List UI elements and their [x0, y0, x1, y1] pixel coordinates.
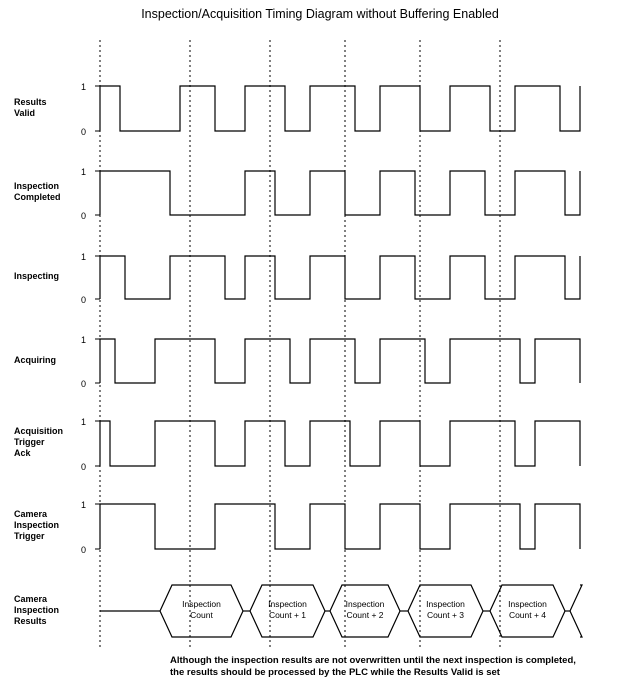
results-packet-label: Inspection [426, 599, 465, 609]
signal-label-inspection-completed [14, 181, 94, 203]
axis-low-camera-inspection-trigger: 0 [81, 545, 87, 555]
signal-label-line: Acquiring [14, 354, 56, 365]
axis-low-inspection-completed: 0 [81, 211, 87, 221]
page-title: Inspection/Acquisition Timing Diagram without Buffering Enabled [141, 7, 499, 21]
results-packet-label: Inspection [345, 599, 385, 609]
results-packet-label: Inspection [182, 599, 221, 609]
results-packet-label: Inspection [508, 599, 547, 609]
results-tail-lower [570, 611, 582, 637]
signal-label-inspecting [14, 271, 94, 282]
results-tail-upper [570, 585, 582, 611]
signal-label-line: Inspection [14, 520, 60, 530]
signal-label-line: Results [14, 615, 47, 626]
axis-low-acquiring: 0 [81, 379, 87, 389]
signal-label-line: Completed [14, 192, 61, 202]
signal-label-line: Results [14, 96, 47, 107]
axis-high-results-valid: 1 [81, 82, 87, 92]
waveform-camera-inspection-trigger [100, 504, 580, 549]
waveform-inspecting [100, 256, 580, 299]
results-packet-label: Count + 3 [426, 610, 465, 620]
axis-high-acquisition-trigger-ack: 1 [81, 417, 87, 427]
waveform-inspection-completed [100, 171, 580, 215]
waveform-acquisition-trigger-ack [100, 421, 580, 466]
axis-high-camera-inspection-trigger: 1 [81, 500, 87, 510]
signal-label-line: Inspecting [14, 271, 60, 281]
signal-label-line: Ack [14, 448, 31, 458]
footnote-line-2: the results should be processed by the PLC while the Results Valid is set [170, 667, 500, 678]
axis-high-acquiring: 1 [81, 335, 87, 345]
signal-label-line: Camera [14, 593, 48, 604]
waveform-results-valid [100, 86, 580, 131]
signal-label-line: Acquisition [14, 426, 63, 436]
results-packet-label: Inspection [268, 599, 307, 609]
waveform-acquiring [100, 339, 580, 383]
results-packet-label: Count + 1 [268, 610, 307, 620]
axis-low-acquisition-trigger-ack: 0 [81, 462, 87, 472]
signal-label-acquisition-trigger-ack [14, 426, 94, 459]
signal-label-camera-inspection-trigger [14, 509, 94, 542]
signal-label-line: Camera [14, 509, 48, 519]
signal-label-line: Trigger [14, 531, 45, 541]
axis-high-inspecting: 1 [81, 252, 87, 262]
signal-label-camera-inspection-results [14, 594, 94, 627]
results-packet-label: Count + 4 [508, 610, 547, 620]
signal-label-line: Inspection [14, 604, 60, 615]
signal-label-acquiring [14, 355, 94, 366]
signal-label-line: Inspection [14, 181, 60, 191]
footnote-line-1: Although the inspection results are not overwritten until the next inspection is completed, [170, 655, 576, 666]
axis-low-inspecting: 0 [81, 295, 87, 305]
results-packet-label: Count + 2 [346, 610, 384, 620]
footnote [170, 655, 640, 679]
results-packet-label: Count [190, 610, 213, 620]
axis-high-inspection-completed: 1 [81, 167, 87, 177]
signal-label-line: Trigger [14, 437, 45, 447]
signal-label-line: Valid [14, 107, 36, 118]
axis-low-results-valid: 0 [81, 127, 87, 137]
signal-label-results-valid [14, 97, 94, 119]
